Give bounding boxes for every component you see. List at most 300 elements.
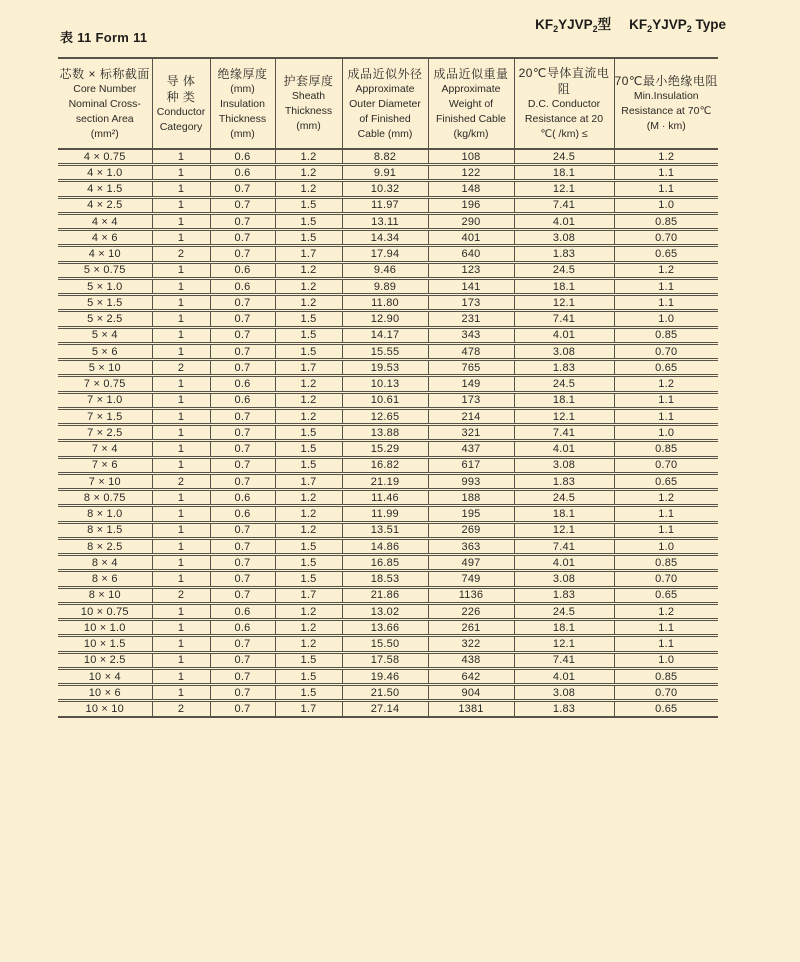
table-cell: 11.46 [342,490,428,506]
table-cell: 1 [152,149,210,165]
table-cell: 322 [428,636,514,652]
table-cell: 1 [152,181,210,197]
table-cell: 5 × 2.5 [87,313,123,326]
table-cell: 13.66 [342,620,428,636]
table-cell: 0.7 [210,473,275,489]
column-header-dc-resistance: 20℃导体直流电阻 D.C. Conductor Resistance at 20 ℃( /km) ≤ [514,58,614,149]
table-cell: 3.08 [514,685,614,701]
table-cell: 10 × 0.75 [80,605,129,618]
table-cell: 4 × 10 [88,248,121,261]
table-cell: 5 × 4 [91,329,118,342]
table-cell: 10 × 1.0 [83,621,126,634]
table-cell: 21.86 [342,587,428,603]
table-cell: 0.6 [210,376,275,392]
table-cell: 8 × 0.75 [83,491,126,504]
table-cell: 1.2 [275,620,342,636]
table-cell: 993 [428,473,514,489]
table-cell: 13.51 [342,522,428,538]
table-cell: 269 [428,522,514,538]
table-cell: 1136 [428,587,514,603]
table-cell: 14.34 [342,230,428,246]
table-cell: 214 [428,408,514,424]
table-cell: 1 [152,538,210,554]
table-cell: 1.5 [275,555,342,571]
table-cell: 0.7 [210,197,275,213]
table-row [58,555,718,571]
table-row [58,701,718,717]
table-cell: 1 [152,457,210,473]
table-row [58,620,718,636]
table-cell: 149 [428,376,514,392]
table-cell: 195 [428,506,514,522]
table-cell: 0.65 [614,360,718,376]
table-cell: 12.90 [342,311,428,327]
table-cell: 478 [428,343,514,359]
table-cell: 0.70 [614,343,718,359]
table-cell: 11.99 [342,506,428,522]
table-cell: 0.7 [210,327,275,343]
table-cell: 1.83 [514,587,614,603]
table-cell: 1.7 [275,360,342,376]
table-row [58,538,718,554]
table-cell: 14.86 [342,538,428,554]
table-cell: 226 [428,603,514,619]
table-cell: 3.08 [514,230,614,246]
table-cell: 0.85 [614,441,718,457]
table-cell: 24.5 [514,376,614,392]
table-cell: 1.0 [614,652,718,668]
table-cell: 148 [428,181,514,197]
table-cell: 1 [152,685,210,701]
table-cell: 1.2 [614,149,718,165]
table-head [58,58,718,149]
table-cell: 1.1 [614,636,718,652]
table-cell: 1.2 [614,603,718,619]
table-cell: 7 × 2.5 [87,426,123,439]
table-cell: 11.97 [342,197,428,213]
table-cell: 0.7 [210,246,275,262]
table-cell: 749 [428,571,514,587]
table-cell: 0.7 [210,213,275,229]
table-cell: 24.5 [514,603,614,619]
table-row [58,636,718,652]
table-cell: 4 × 1.0 [87,166,123,179]
table-cell: 1 [152,165,210,181]
table-cell: 12.1 [514,408,614,424]
table-cell: 1.1 [614,295,718,311]
table-cell: 1 [152,262,210,278]
table-cell: 18.1 [514,278,614,294]
table-cell: 1 [152,636,210,652]
table-cell: 17.58 [342,652,428,668]
table-cell: 231 [428,311,514,327]
table-cell: 19.46 [342,668,428,684]
table-cell: 1.5 [275,441,342,457]
table-row [58,457,718,473]
table-cell: 1 [152,376,210,392]
table-cell: 1.2 [275,636,342,652]
table-cell: 0.7 [210,571,275,587]
table-cell: 0.65 [614,246,718,262]
table-cell: 1 [152,506,210,522]
table-row [58,603,718,619]
table-cell: 12.1 [514,181,614,197]
table-cell: 4.01 [514,327,614,343]
table-cell: 1.2 [275,506,342,522]
column-header-conductor-category: 导 体 种 类 Conductor Category [152,58,210,149]
table-cell: 173 [428,295,514,311]
table-cell: 1.5 [275,327,342,343]
table-row [58,262,718,278]
table-cell: 15.55 [342,343,428,359]
table-cell: 0.6 [210,506,275,522]
table-cell: 1.2 [275,522,342,538]
table-cell: 1.2 [275,490,342,506]
table-cell: 123 [428,262,514,278]
table-row [58,522,718,538]
table-row [58,571,718,587]
table-cell: 18.1 [514,620,614,636]
table-cell: 7.41 [514,197,614,213]
table-cell: 1.2 [275,408,342,424]
table-cell: 1.7 [275,246,342,262]
table-cell: 5 × 10 [88,361,121,374]
table-cell: 1.5 [275,425,342,441]
table-cell: 1 [152,603,210,619]
table-cell: 0.7 [210,360,275,376]
table-cell: 5 × 1.5 [87,296,123,309]
table-cell: 0.7 [210,685,275,701]
table-cell: 24.5 [514,262,614,278]
table-cell: 141 [428,278,514,294]
table-cell: 0.7 [210,181,275,197]
table-cell: 0.6 [210,620,275,636]
table-cell: 1.2 [275,376,342,392]
table-cell: 10.61 [342,392,428,408]
table-cell: 173 [428,392,514,408]
table-cell: 363 [428,538,514,554]
table-cell: 0.7 [210,538,275,554]
table-cell: 10.32 [342,181,428,197]
table-cell: 321 [428,425,514,441]
table-cell: 1.2 [275,149,342,165]
table-cell: 196 [428,197,514,213]
table-cell: 261 [428,620,514,636]
table-cell: 0.7 [210,457,275,473]
table-cell: 17.94 [342,246,428,262]
table-cell: 10.13 [342,376,428,392]
table-cell: 18.53 [342,571,428,587]
table-row [58,278,718,294]
table-cell: 21.50 [342,685,428,701]
table-cell: 343 [428,327,514,343]
table-cell: 0.70 [614,457,718,473]
table-cell: 1 [152,278,210,294]
table-row [58,149,718,165]
table-cell: 21.19 [342,473,428,489]
table-cell: 290 [428,213,514,229]
table-row [58,197,718,213]
column-header-outer-diameter: 成品近似外径 Approximate Outer Diameter of Finished Cable (mm) [342,58,428,149]
table-row [58,327,718,343]
table-row [58,230,718,246]
table-cell: 4.01 [514,441,614,457]
table-cell: 497 [428,555,514,571]
table-cell: 24.5 [514,490,614,506]
table-cell: 16.85 [342,555,428,571]
table-cell: 0.65 [614,587,718,603]
table-cell: 1 [152,490,210,506]
table-cell: 1.2 [275,165,342,181]
table-cell: 15.50 [342,636,428,652]
table-cell: 4 × 6 [91,231,118,244]
table-cell: 7 × 1.0 [87,394,123,407]
table-cell: 10 × 2.5 [83,654,126,667]
table-cell: 1.2 [275,262,342,278]
table-cell: 10 × 1.5 [83,638,126,651]
table-cell: 5 × 6 [91,345,118,358]
table-row [58,668,718,684]
table-cell: 1381 [428,701,514,717]
table-cell: 5 × 0.75 [83,264,126,277]
table-cell: 8 × 6 [91,573,118,586]
table-cell: 10 × 4 [88,670,121,683]
table-cell: 0.7 [210,408,275,424]
table-cell: 438 [428,652,514,668]
table-cell: 0.6 [210,262,275,278]
table-cell: 1 [152,555,210,571]
table-cell: 8 × 2.5 [87,540,123,553]
table-row [58,652,718,668]
table-cell: 1 [152,197,210,213]
table-cell: 1.2 [275,603,342,619]
table-cell: 7.41 [514,425,614,441]
table-row [58,408,718,424]
table-cell: 14.17 [342,327,428,343]
table-row [58,685,718,701]
table-cell: 642 [428,668,514,684]
table-cell: 8 × 1.5 [87,524,123,537]
table-cell: 1 [152,425,210,441]
table-row [58,392,718,408]
table-cell: 1.2 [614,262,718,278]
table-cell: 1.5 [275,652,342,668]
cable-type-en: $KF_2YJVP_2$ Type [629,17,726,34]
table-cell: 0.6 [210,603,275,619]
table-cell: 0.6 [210,490,275,506]
table-cell: 0.6 [210,278,275,294]
table-cell: 1.1 [614,522,718,538]
table-cell: 7 × 4 [91,443,118,456]
column-header-insulation-thickness: 绝缘厚度 (mm) Insulation Thickness (mm) [210,58,275,149]
table-cell: 1 [152,311,210,327]
table-cell: 640 [428,246,514,262]
spec-table [58,57,718,718]
table-row [58,360,718,376]
table-cell: 1 [152,522,210,538]
table-cell: 1.1 [614,408,718,424]
table-cell: 1.5 [275,197,342,213]
table-cell: 4.01 [514,213,614,229]
table-cell: 1 [152,230,210,246]
table-cell: 1.0 [614,311,718,327]
table-cell: 1.0 [614,538,718,554]
table-cell: 188 [428,490,514,506]
column-header-core-number: 芯数 × 标称截面 Core Number Nominal Cross- section Area (mm²) [59,66,150,140]
table-row [58,343,718,359]
table-cell: 13.11 [342,213,428,229]
table-cell: 122 [428,165,514,181]
table-cell: 1.83 [514,360,614,376]
table-cell: 15.29 [342,441,428,457]
table-cell: 0.7 [210,555,275,571]
table-cell: 1.1 [614,278,718,294]
table-cell: 0.85 [614,555,718,571]
table-row [58,587,718,603]
table-cell: 1.7 [275,587,342,603]
table-cell: 10 × 10 [85,703,124,716]
table-cell: 7.41 [514,311,614,327]
table-cell: 1 [152,668,210,684]
table-row [58,246,718,262]
table-cell: 19.53 [342,360,428,376]
table-cell: 1 [152,571,210,587]
table-cell: 1.5 [275,538,342,554]
table-cell: 2 [152,701,210,717]
table-cell: 18.1 [514,392,614,408]
table-cell: 4 × 4 [91,215,118,228]
table-cell: 0.7 [210,668,275,684]
table-cell: 7 × 6 [91,459,118,472]
table-cell: 4.01 [514,668,614,684]
table-cell: 1.2 [275,278,342,294]
table-cell: 1.5 [275,230,342,246]
table-cell: 9.46 [342,262,428,278]
table-cell: 1.83 [514,701,614,717]
table-cell: 1.83 [514,473,614,489]
table-cell: 1.0 [614,197,718,213]
table-cell: 0.70 [614,571,718,587]
table-cell: 904 [428,685,514,701]
table-row [58,376,718,392]
cable-type-title [535,13,726,34]
table-cell: 1.2 [275,392,342,408]
table-cell: 1 [152,652,210,668]
table-cell: 1.0 [614,425,718,441]
table-cell: 0.7 [210,425,275,441]
table-cell: 0.85 [614,668,718,684]
table-cell: 9.91 [342,165,428,181]
table-cell: 0.85 [614,213,718,229]
table-cell: 0.7 [210,295,275,311]
table-cell: 27.14 [342,701,428,717]
table-cell: 7 × 10 [88,475,121,488]
table-cell: 13.88 [342,425,428,441]
table-cell: 0.65 [614,701,718,717]
table-row [58,295,718,311]
table-header-row [58,58,718,149]
table-cell: 1 [152,213,210,229]
table-cell: 1.1 [614,392,718,408]
table-cell: 1 [152,392,210,408]
table-cell: 8 × 1.0 [87,508,123,521]
table-cell: 10 × 6 [88,686,121,699]
table-cell: 4 × 1.5 [87,183,123,196]
table-cell: 1 [152,620,210,636]
table-cell: 2 [152,587,210,603]
table-cell: 1.1 [614,165,718,181]
table-cell: 4 × 0.75 [83,150,126,163]
column-header-min-insulation-resistance: 70℃最小绝缘电阻 Min.Insulation Resistance at 70℃ (M · km) [614,58,718,149]
table-cell: 0.7 [210,343,275,359]
table-cell: 0.70 [614,230,718,246]
table-cell: 1.5 [275,343,342,359]
table-cell: 7.41 [514,538,614,554]
table-cell: 1.5 [275,213,342,229]
table-cell: 0.7 [210,587,275,603]
table-body [58,149,718,717]
table-cell: 0.6 [210,149,275,165]
table-cell: 0.6 [210,392,275,408]
table-cell: 0.85 [614,327,718,343]
table-row [58,506,718,522]
table-cell: 12.1 [514,522,614,538]
table-cell: 7.41 [514,652,614,668]
table-cell: 1 [152,295,210,311]
table-cell: 3.08 [514,343,614,359]
table-cell: 7 × 0.75 [83,378,126,391]
table-cell: 0.7 [210,441,275,457]
table-cell: 0.7 [210,652,275,668]
table-cell: 1.7 [275,473,342,489]
table-cell: 437 [428,441,514,457]
table-cell: 11.80 [342,295,428,311]
table-cell: 12.1 [514,636,614,652]
table-cell: 18.1 [514,165,614,181]
table-row [58,165,718,181]
table-cell: 1.2 [614,376,718,392]
table-cell: 3.08 [514,571,614,587]
table-cell: 5 × 1.0 [87,280,123,293]
table-cell: 0.65 [614,473,718,489]
table-row [58,213,718,229]
table-cell: 18.1 [514,506,614,522]
table-cell: 1.2 [614,490,718,506]
table-cell: 1 [152,327,210,343]
table-cell: 1.1 [614,181,718,197]
table-cell: 401 [428,230,514,246]
table-cell: 2 [152,473,210,489]
table-cell: 4 × 2.5 [87,199,123,212]
table-row [58,311,718,327]
table-cell: 1.5 [275,311,342,327]
table-cell: 0.7 [210,230,275,246]
form-title: 表 11 Form 11 [60,30,148,45]
table-cell: 1.83 [514,246,614,262]
table-cell: 7 × 1.5 [87,410,123,423]
table-cell: 16.82 [342,457,428,473]
table-row [58,490,718,506]
table-cell: 4.01 [514,555,614,571]
table-cell: 1 [152,408,210,424]
table-cell: 1.1 [614,620,718,636]
table-cell: 765 [428,360,514,376]
table-cell: 9.89 [342,278,428,294]
table-cell: 1.5 [275,457,342,473]
table-cell: 1 [152,441,210,457]
table-cell: 8 × 10 [88,589,121,602]
table-cell: 12.65 [342,408,428,424]
